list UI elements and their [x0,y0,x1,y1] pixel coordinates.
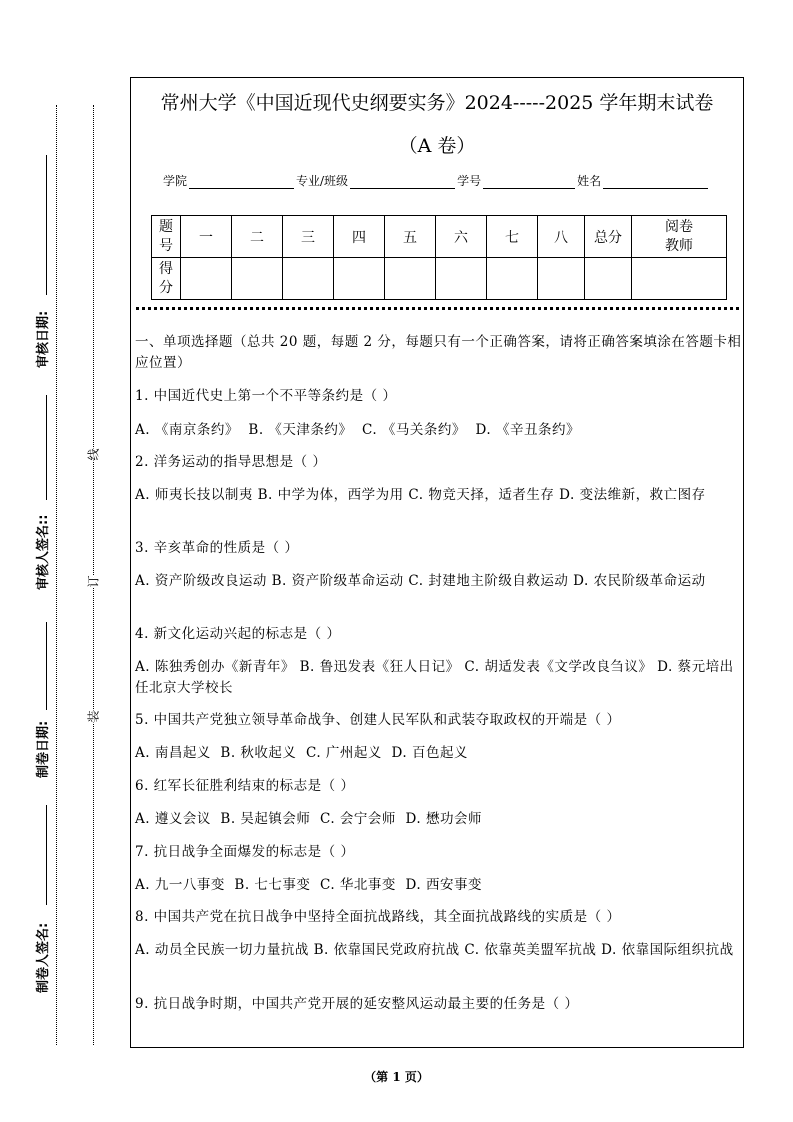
col-header: 三 [283,216,334,258]
question-1-options: A. 《南京条约》 B. 《天津条约》 C. 《马关条约》 D. 《辛丑条约》 [135,422,580,438]
score-cell[interactable] [232,258,283,300]
college-label: 学院 [163,174,188,188]
score-cell[interactable] [334,258,385,300]
question-2: 2. 洋务运动的指导思想是（ ） [135,454,327,470]
question-3-options: A. 资产阶级改良运动 B. 资产阶级革命运动 C. 封建地主阶级自救运动 D. 农民阶级革命运动 [135,573,706,589]
question-8-options: A. 动员全民族一切力量抗战 B. 依靠国民党政府抗战 C. 依靠英美盟军抗战 D. 依靠国际组织抗战 [135,942,734,958]
name-blank[interactable] [603,176,708,189]
review-date-line [46,155,47,295]
question-3: 3. 辛亥革命的性质是（ ） [135,540,299,556]
question-6: 6. 红军长征胜利结束的标志是（ ） [135,778,355,794]
make-date-label: 制卷日期: [36,720,51,778]
col-header: 总分 [585,216,632,258]
score-row1-label: 题 号 [152,216,181,258]
question-6-options: A. 遵义会议 B. 吴起镇会师 C. 会宁会师 D. 懋功会师 [135,811,482,827]
student-info-row [163,172,710,189]
question-2-options: A. 师夷长技以制夷 B. 中学为体，西学为用 C. 物竞天择，适者生存 D. 变法维新，救亡图存 [135,487,706,503]
col-header: 四 [334,216,385,258]
exam-subtitle: （A 卷） [398,135,476,157]
binding-char-ding: 订 [86,575,101,588]
question-5: 5. 中国共产党独立领导革命战争、创建人民军队和武装夺取政权的开端是（ ） [135,712,621,728]
col-header: 阅卷 教师 [632,216,727,258]
col-header: 五 [385,216,436,258]
make-date-line [46,622,47,710]
score-cell[interactable] [585,258,632,300]
maker-sign-label: 制卷人签名: [36,922,51,993]
question-7-options: A. 九一八事变 B. 七七事变 C. 华北事变 D. 西安事变 [135,877,482,893]
score-cell[interactable] [181,258,232,300]
student-id-blank[interactable] [483,176,575,189]
exam-title: 常州大学《中国近现代史纲要实务》2024-----2025 学年期末试卷 [160,92,714,114]
score-cell[interactable] [538,258,585,300]
maker-sign-line [46,805,47,905]
student-id-label: 学号 [457,174,482,188]
score-cell[interactable] [632,258,727,300]
score-table [151,215,727,300]
question-1: 1. 中国近代史上第一个不平等条约是（ ） [135,388,397,404]
name-label: 姓名 [577,174,602,188]
college-blank[interactable] [189,176,294,189]
col-header: 一 [181,216,232,258]
page-number: （第 1 页） [364,1070,429,1084]
col-header: 六 [436,216,487,258]
question-9: 9. 抗日战争时期，中国共产党开展的延安整风运动最主要的任务是（ ） [135,996,579,1012]
score-row2-label: 得 分 [152,258,181,300]
col-header: 二 [232,216,283,258]
col-header: 八 [538,216,585,258]
major-class-blank[interactable] [350,176,455,189]
question-8: 8. 中国共产党在抗日战争中坚持全面抗战路线，其全面抗战路线的实质是（ ） [135,909,621,925]
section1-heading: 一、单项选择题（总共 20 题，每题 2 分，每题只有一个正确答案，请将正确答案填涂在答题卡相应位置） [135,334,742,371]
score-cell[interactable] [283,258,334,300]
question-4: 4. 新文化运动兴起的标志是（ ） [135,626,341,642]
binding-dotted-line-left [56,105,57,1045]
col-header: 七 [487,216,538,258]
score-cell[interactable] [385,258,436,300]
reviewer-sign-label: 审核人签名:: [36,514,51,590]
score-cell[interactable] [487,258,538,300]
binding-char-zhuang: 装 [86,710,101,723]
review-date-label: 审核日期: [36,310,51,368]
score-cell[interactable] [436,258,487,300]
binding-char-xian: 线 [86,448,101,461]
question-5-options: A. 南昌起义 B. 秋收起义 C. 广州起义 D. 百色起义 [135,745,468,761]
question-4-options: A. 陈独秀创办《新青年》 B. 鲁迅发表《狂人日记》 C. 胡适发表《文学改良刍议》 D. 蔡元培出任北京大学校长 [135,659,734,696]
major-class-label: 专业/班级 [296,174,349,188]
separator-dotted-line [136,307,739,310]
reviewer-sign-line [46,395,47,500]
question-7: 7. 抗日战争全面爆发的标志是（ ） [135,844,355,860]
